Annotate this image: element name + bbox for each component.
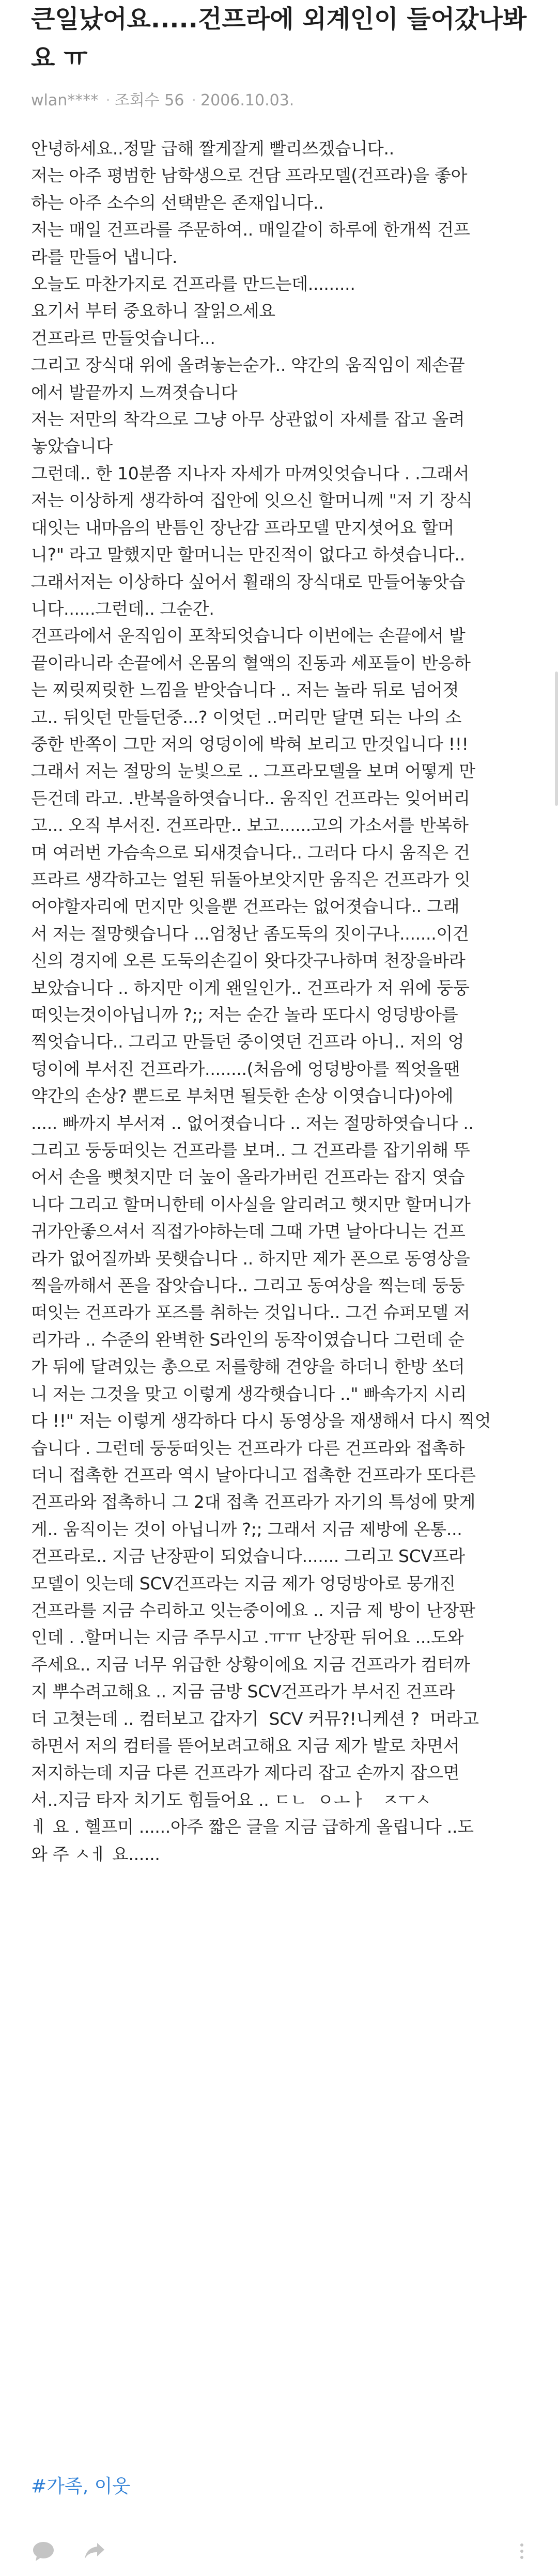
body-line: 리가라 .. 수준의 완벽한 S라인의 동작이였습니다 그런데 순 [31, 1329, 464, 1350]
body-line: 건프라르 만들엇습니다... [31, 327, 215, 348]
body-line: 더 고쳣는데 .. 컴터보고 갑자기 SCV 커뮤?!니케션 ? 머라고 [31, 1708, 479, 1729]
body-line: ㅔ 요 . 헬프미 ......아주 짧은 글을 지금 급하게 올립니다 ..도 [31, 1817, 474, 1837]
body-line: 에서 발끝까지 느껴졋습니다 [31, 382, 238, 402]
post-title: 큰일났어요.....건프라에 외계인이 들어갔나봐요 ㅠ [31, 5, 527, 72]
body-line: 니다......그런데.. 그순간. [31, 598, 214, 619]
body-line: 인데 . .할머니는 지금 주무시고 .ㅠㅠ 난장판 뒤어요 ...도와 [31, 1627, 464, 1648]
author-name[interactable]: wlan**** [31, 91, 99, 110]
body-line: 고... 오직 부서진. 건프라만.. 보고......고의 가소서를 반복하 [31, 815, 469, 836]
view-count: 조회수 56 [114, 91, 184, 110]
post-tags[interactable]: #가족, 이웃 [31, 2476, 131, 2497]
post-meta [31, 90, 297, 111]
post-body [31, 135, 527, 1868]
body-line: 건프라를 지금 수리하고 잇는중이에요 .. 지금 제 방이 난장판 [31, 1600, 475, 1620]
body-line: 중한 반쪽이 그만 저의 엉덩이에 박혀 보리고 만것입니다 !!! [31, 733, 469, 754]
body-line: 가 뒤에 달려있는 총으로 저를향해 견양을 하더니 한방 쏘더 [31, 1356, 465, 1377]
body-line: 서..지금 타자 치기도 힘들어요 .. ㄷㄴ ㅇㅗㅏ ㅈㅜㅅ [31, 1789, 431, 1810]
body-line: 주세요.. 지금 너무 위급한 상황이에요 지금 건프라가 컴터까 [31, 1654, 470, 1675]
comment-icon[interactable] [31, 2539, 56, 2566]
body-line: ..... 빠까지 부서져 .. 없어졋습니다 .. 저는 절망하엿습니다 .. [31, 1113, 474, 1133]
scrollbar-thumb[interactable] [555, 672, 558, 806]
body-line: 더니 접촉한 건프라 역시 날아다니고 접촉한 건프라가 또다른 [31, 1464, 476, 1485]
body-line: 와 주 ㅅㅔ 요...... [31, 1844, 160, 1864]
body-line: 하면서 저의 컴터를 뜯어보려고해요 지금 제가 발로 차면서 [31, 1735, 460, 1756]
body-line: 저는 매일 건프라를 주문하여.. 매일같이 하루에 한개씩 건프 [31, 220, 470, 240]
body-line: 저는 아주 평범한 남학생으로 건담 프라모델(건프라)을 좋아 [31, 165, 468, 186]
body-line: 요기서 부터 중요하니 잘읽으세요 [31, 301, 275, 321]
body-line: 떠잇는것이아닙니까 ?;; 저는 순간 놀라 또다시 엉덩방아를 [31, 1005, 458, 1025]
body-line: 게.. 움직이는 것이 아닙니까 ?;; 그래서 지금 제방에 온통... [31, 1519, 462, 1539]
body-line: 덩이에 부서진 건프라가........(처음에 엉덩방아를 찍엇을땐 [31, 1058, 460, 1079]
share-icon[interactable] [83, 2539, 107, 2566]
body-line: 프라르 생각하고는 얼된 뒤돌아보앗지만 움직은 건프라가 잇 [31, 869, 471, 889]
more-vertical-icon[interactable] [517, 2539, 527, 2566]
body-line: 하는 아주 소수의 선택받은 존재입니다.. [31, 192, 324, 213]
body-line: 며 여러번 가슴속으로 되새겻습니다.. 그러다 다시 움직은 건 [31, 842, 470, 863]
body-line: 그리고 둥둥떠잇는 건프라를 보며.. 그 건프라를 잡기위해 뚜 [31, 1140, 470, 1161]
body-line: 대잇는 내마음의 반틈인 장난감 프라모델 만지셧어요 할머 [31, 517, 455, 538]
body-line: 어서 손을 뻣쳣지만 더 높이 올라가버린 건프라는 잡지 엿습 [31, 1167, 465, 1188]
body-line: 니 저는 그것을 맞고 이렇게 생각햇습니다 .." 빠속가지 시리 [31, 1383, 467, 1404]
body-line: 찍엇습니다.. 그리고 만들던 중이엿던 건프라 아니.. 저의 엉 [31, 1032, 464, 1052]
body-line: 고.. 뒤잇던 만들던중...? 이엇던 ..머리만 달면 되는 나의 소 [31, 707, 462, 727]
body-line: 건프라로.. 지금 난장판이 되었습니다....... 그리고 SCV프라 [31, 1546, 465, 1567]
body-line: 약간의 손상? 뿐드로 부처면 될듯한 손상 이엿습니다)아에 [31, 1086, 454, 1106]
body-line: 놓았습니다 [31, 436, 113, 457]
body-line: 니다 그리고 할머니한테 이사실을 알리려고 햇지만 할머니가 [31, 1194, 471, 1214]
body-line: 그리고 장식대 위에 올려놓는순가.. 약간의 움직임이 제손끝 [31, 355, 465, 376]
body-line: 그래서 저는 절망의 눈빛으로 .. 그프라모델을 보며 어떻게 만 [31, 761, 475, 782]
body-line: 보았습니다 .. 하지만 이게 왠일인가.. 건프라가 저 위에 둥둥 [31, 977, 470, 998]
body-line: 든건데 라고. .반복을하엿습니다.. 움직인 건프라는 잊어버리 [31, 788, 470, 808]
body-line: 어야할자리에 먼지만 잇을뿐 건프라는 없어졋습니다.. 그래 [31, 896, 460, 917]
body-line: 귀가안좋으셔서 직접가야하는데 그때 가면 날아다니는 건프 [31, 1221, 466, 1242]
body-line: 지 뿌수려고해요 .. 지금 금방 SCV건프라가 부서진 건프라 [31, 1681, 455, 1702]
body-line: 저는 이상하게 생각하여 집안에 잇으신 할머니께 "저 기 장식 [31, 490, 473, 511]
body-line: 떠잇는 건프라가 포즈를 취하는 것입니다.. 그건 슈퍼모델 저 [31, 1302, 470, 1323]
body-line: 다 !!" 저는 이렇게 생각하다 다시 동영상을 재생해서 다시 찍엇 [31, 1411, 491, 1431]
body-line: 건프라와 접촉하니 그 2대 접촉 건프라가 자기의 특성에 맞게 [31, 1492, 476, 1512]
body-line: 서 저는 절망햇습니다 ...엄청난 좀도둑의 짓이구나.......이건 [31, 923, 469, 944]
body-line: 는 찌릿찌릿한 느낌을 받앗습니다 .. 저는 놀라 뒤로 넘어졋 [31, 680, 459, 700]
body-line: 니?" 라고 말했지만 할머니는 만진적이 없다고 하셧습니다.. [31, 544, 465, 565]
body-line: 신의 경지에 오른 도둑의손길이 왓다갓구나하며 천장을바라 [31, 950, 466, 971]
scrollbar[interactable] [555, 672, 558, 806]
body-line: 그런데.. 한 10분쯤 지나자 자세가 마껴잇엇습니다 . .그래서 [31, 463, 470, 483]
body-line: 저는 저만의 착각으로 그냥 아무 상관없이 자세를 잡고 올려 [31, 409, 465, 430]
post-actions [31, 2539, 527, 2565]
body-line: 모델이 잇는데 SCV건프라는 지금 제가 엉덩방아로 뭉개진 [31, 1573, 456, 1594]
body-line: 라를 만들어 냅니다. [31, 246, 178, 267]
meta-separator: · [191, 91, 197, 110]
body-line: 저지하는데 지금 다른 건프라가 제다리 잡고 손까지 잡으면 [31, 1762, 460, 1783]
body-line: 라가 없어질까봐 못햇습니다 .. 하지만 제가 폰으로 동영상을 [31, 1248, 470, 1269]
body-line: 그래서저는 이상하다 싶어서 훨래의 장식대로 만들어놓앗습 [31, 571, 466, 592]
meta-separator: · [105, 91, 111, 110]
body-line: 습니다 . 그런데 둥둥떠잇는 건프라가 다른 건프라와 접촉하 [31, 1438, 465, 1458]
body-line: 찍을까해서 폰을 잡앗습니다.. 그리고 동여상을 찍는데 둥둥 [31, 1275, 465, 1296]
post-date: 2006.10.03. [200, 91, 295, 110]
body-line: 오늘도 마찬가지로 건프라를 만드는데......... [31, 274, 355, 294]
body-line: 안녕하세요..정말 급해 짤게잘게 빨리쓰겠습니다.. [31, 138, 394, 159]
body-line: 끝이라니라 손끝에서 온몸의 혈액의 진동과 세포들이 반응하 [31, 652, 471, 673]
body-line: 건프라에서 운직임이 포착되엇습니다 이번에는 손끝에서 발 [31, 626, 466, 646]
